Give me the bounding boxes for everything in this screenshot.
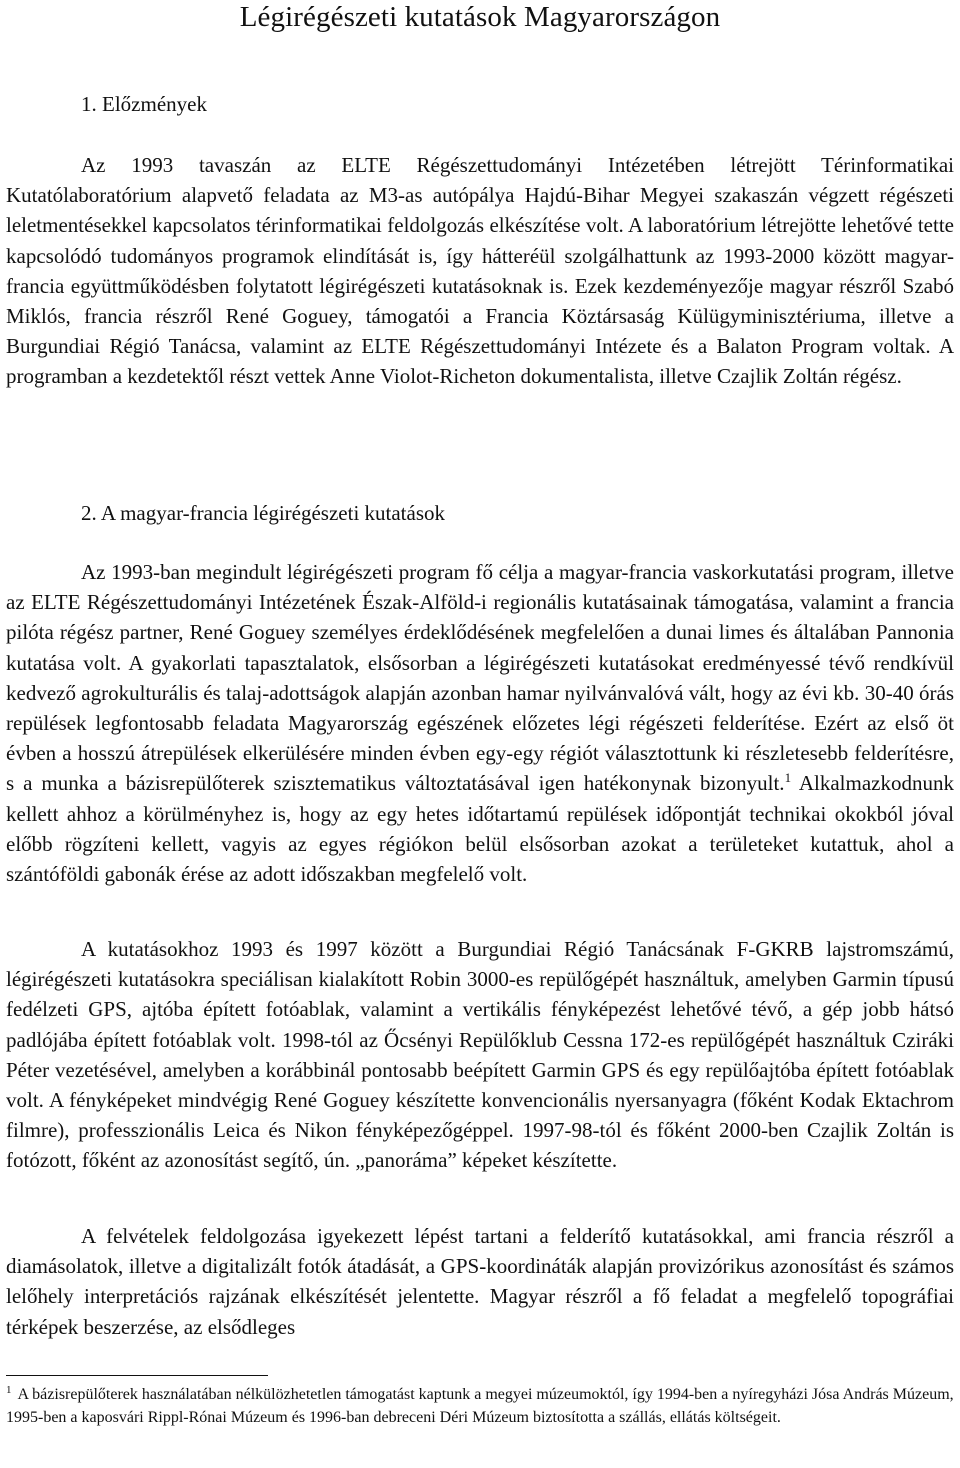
footnote-reference: 1 (784, 770, 792, 786)
paragraph-4: A felvételek feldolgozása igyekezett lépést tartani a felderítő kutatásokkal, ami francia részről a diamásolatok, illetve a digitalizált fotók átadását, a GPS-koordináták alapján provizórikus azonosítást és számos lelőhely interpretációs rajzának elkészítését jelentette. Magyar részről a fő feladat a megfelelő topográfiai térképek beszerzése, az elsődleges (6, 1224, 954, 1339)
footnote-divider (6, 1375, 268, 1376)
paragraph-1: Az 1993 tavaszán az ELTE Régészettudományi Intézetében létrejött Térinformatikai Kutatólaboratórium alapvető feladata az M3-as autópálya Hajdú-Bihar Megyei szakaszán végzett régészeti leletmentésekkel kapcsolatos térinformatikai feldolgozás elkészítése volt. A laboratórium létrejötte lehetővé tette kapcsolódó tudományos programok elindítását is, így hátteréül szolgálhattunk az 1993-2000 között magyar-francia együttműködésben folytatott légirégészeti kutatásoknak is. Ezek kezdeményezője magyar részről Szabó Miklós, francia részről René Goguey, támogatói a Francia Köztársaság Külügyminisztériuma, illetve a Burgundiai Régió Tanácsa, valamint az ELTE Régészettudományi Intézete és a Balaton Program voltak. A programban a kezdetektől részt vettek Anne Violot-Richeton dokumentalista, illetve Czajlik Zoltán régész. (6, 153, 954, 389)
paragraph-3: A kutatásokhoz 1993 és 1997 között a Burgundiai Régió Tanácsának F-GKRB lajstromszámú, légirégészeti kutatásokra speciálisan kialakított Robin 3000-es repülőgépét használtuk, amelyben Garmin típusú fedélzeti GPS, ajtóba épített fotóablak, valamint a vertikális fényképezést lehetővé tévő, a gép jobb hátsó padlójába épített fotóablak volt. 1998-tól az Őcsényi Repülőklub Cessna 172-es repülőgépét használtuk Cziráki Péter vezetésével, amelyben a korábbinál pontosabb beépített Garmin GPS és egy repülőajtóba épített fotóablak volt. A fényképeket mindvégig René Goguey készítette konvencionális nyersanyagra (főként Kodak Ektachrom filmre), professzionális Leica és Nikon fényképezőgéppel. 1997-98-tól és főként 2000-ben Czajlik Zoltán is fotózott, főként az azonosítást segítő, ún. „panoráma” képeket készítette. (6, 937, 954, 1173)
section-heading-2: 2. A magyar-francia légirégészeti kutatások (81, 501, 446, 525)
document-page (6, 0, 954, 1426)
section-heading-1: 1. Előzmények (81, 92, 207, 116)
paragraph-2 (6, 557, 954, 889)
paragraph-2-text-a: Az 1993-ban megindult légirégészeti program fő célja a magyar-francia vaskorkutatási program, illetve az ELTE Régészettudományi Intézetének Észak-Alföld-i regionális kutatásainak támogatása, valamint a francia pilóta régész partner, René Goguey személyes érdeklődésének megfelelően a dunai limes és általában Pannonia kutatása volt. A gyakorlati tapasztalatok, elsősorban a légirégészeti kutatásokat eredményessé tévő rendkívül kedvező agrokulturális és talaj-adottságok alapján azonban hamar nyilvánvalóvá vált, hogy az évi kb. 30-40 órás repülések legfontosabb feladata Magyarország egészének előzetes légi régészeti felderítése. Ezért az első öt évben a hosszú átrepülések elkerülésére minden évben egy-egy régiót választottunk ki részletesebb felderítésre, s a munka a bázisrepülőterek szisztematikus változtatásával igen hatékonynak bizonyult. (6, 560, 954, 796)
footnote-mark: 1 (6, 1383, 12, 1396)
footnote-text: A bázisrepülőterek használatában nélkülözhetetlen támogatást kaptunk a megyei múzeumoktól, így 1994-ben a nyíregyházi Jósa András Múzeum, 1995-ben a kaposvári Rippl-Rónai Múzeum és 1996-ban debreceni Déri Múzeum biztosította a szállás, ellátás költségeit. (6, 1386, 954, 1426)
footnote (6, 1383, 954, 1429)
paragraph-2-text-b: Alkalmazkodnunk kellett ahhoz a körülményhez is, hogy az egy hetes időtartamú repülések időpontját technikai okokból jóval előbb rögzíteni kellett, vagyis az egyes régiókon belül elsősorban azokat a területeket kutattuk, ahol a szántóföldi gabonák érése az adott időszakban megfelelő volt. (6, 771, 954, 887)
document-title: Légirégészeti kutatások Magyarországon (239, 1, 721, 33)
